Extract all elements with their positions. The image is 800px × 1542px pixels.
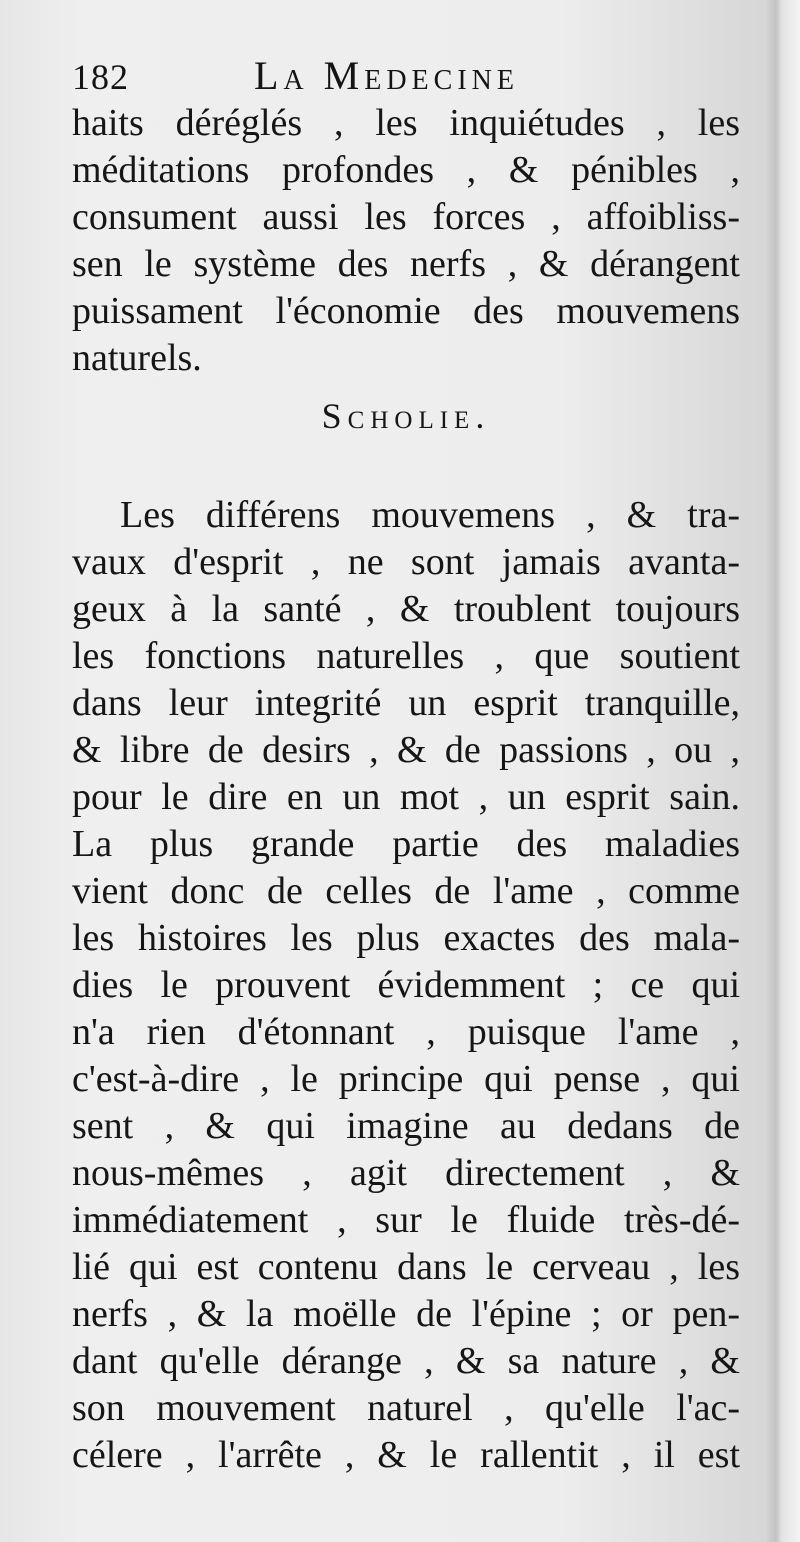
text-line: dans leur integrité un esprit tranquille, — [72, 682, 740, 724]
text-line: célere , l'arrête , & le rallentit , il est — [72, 1434, 740, 1476]
page-number: 182 — [72, 57, 129, 97]
text-line: dant qu'elle dérange , & sa nature , & — [72, 1340, 740, 1382]
page-edge-shadow — [766, 0, 782, 1542]
text-line: haits déréglés , les inquiétudes , les — [72, 102, 740, 144]
intro-paragraph — [72, 100, 740, 382]
section-spacer — [72, 448, 740, 492]
text-line: les fonctions naturelles , que soutient — [72, 635, 740, 677]
text-line: La plus grande partie des maladies — [72, 823, 740, 865]
running-title: La Medecine — [254, 53, 519, 98]
text-line: sen le système des nerfs , & dérangent — [72, 243, 740, 285]
section-heading: Scholie. — [321, 396, 491, 436]
text-block — [72, 100, 740, 1479]
text-line: geux à la santé , & troublent toujours — [72, 588, 740, 630]
text-line: vient donc de celles de l'ame , comme — [72, 870, 740, 912]
text-line: vaux d'esprit , ne sont jamais avanta- — [72, 541, 740, 583]
text-line: méditations profondes , & pénibles , — [72, 149, 740, 191]
text-line: dies le prouvent évidemment ; ce qui — [72, 964, 740, 1006]
text-line: les histoires les plus exactes des mala- — [72, 917, 740, 959]
text-line: n'a rien d'étonnant , puisque l'ame , — [72, 1011, 740, 1053]
body-paragraph — [72, 492, 740, 1479]
text-line: lié qui est contenu dans le cerveau , les — [72, 1246, 740, 1288]
text-line: nerfs , & la moëlle de l'épine ; or pen- — [72, 1293, 740, 1335]
text-line: naturels. — [72, 337, 202, 379]
text-line: Les différens mouvemens , & tra- — [120, 494, 740, 536]
text-line: consument aussi les forces , affoibliss- — [72, 196, 740, 238]
text-line: nous-mêmes , agit directement , & — [72, 1152, 740, 1194]
text-line: puissament l'économie des mouvemens — [72, 290, 740, 332]
page-header — [72, 46, 752, 102]
text-line: c'est-à-dire , le principe qui pense , qui — [72, 1058, 740, 1100]
text-line: immédiatement , sur le fluide très-dé- — [72, 1199, 740, 1241]
text-line: pour le dire en un mot , un esprit sain. — [72, 776, 740, 818]
text-line: & libre de desirs , & de passions , ou , — [72, 729, 740, 771]
text-line: son mouvement naturel , qu'elle l'ac- — [72, 1387, 740, 1429]
text-line: sent , & qui imagine au dedans de — [72, 1105, 740, 1147]
